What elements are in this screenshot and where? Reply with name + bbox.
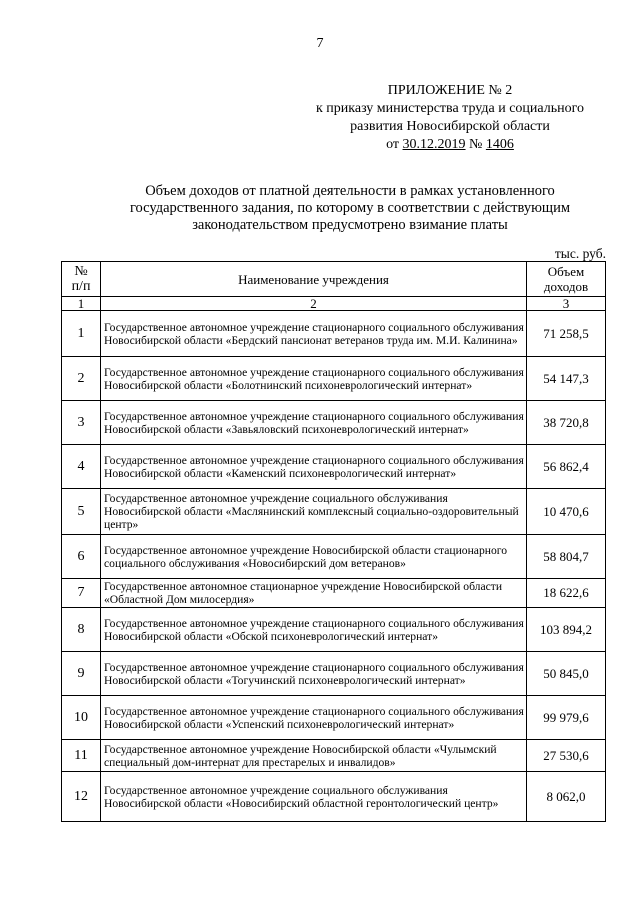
income-value: 54 147,3 (527, 357, 606, 401)
row-number: 4 (62, 445, 101, 489)
institution-name: Государственное автономное учреждение социального обслуживания Новосибирской области «Новосибирский областной геронтологический центр» (101, 772, 527, 822)
order-number: 1406 (485, 137, 514, 152)
table-header-row (62, 262, 606, 297)
order-date: 30.12.2019 (402, 137, 466, 152)
appendix-ministry-line: развития Новосибирской области (350, 119, 550, 134)
institution-name: Государственное автономное учреждение стационарного социального обслуживания Новосибирской области «Завьяловский психоневрологический интернат» (101, 401, 527, 445)
document-title-line3: законодательством предусмотрено взимание платы (192, 217, 508, 233)
table-row (62, 740, 606, 772)
header-income-line1: Объем (547, 264, 585, 279)
institution-name: Государственное автономное стационарное учреждение Новосибирской области «Областной Дом милосердия» (101, 579, 527, 608)
table-row (62, 489, 606, 535)
table-row (62, 772, 606, 822)
appendix-title: ПРИЛОЖЕНИЕ № 2 (387, 83, 513, 98)
row-number: 9 (62, 652, 101, 696)
institution-name: Государственное автономное учреждение стационарного социального обслуживания Новосибирской области «Бердский пансионат ветеранов труда им. М.И. Калинина» (101, 311, 527, 357)
row-number: 8 (62, 608, 101, 652)
institution-name: Государственное автономное учреждение Новосибирской области стационарного социального обслуживания «Новосибирский дом ветеранов» (101, 535, 527, 579)
header-name: Наименование учреждения (101, 262, 527, 297)
table-row (62, 445, 606, 489)
institution-name: Государственное автономное учреждение Новосибирской области «Чулымский специальный дом-интернат для престарелых и инвалидов» (101, 740, 527, 772)
table-row (62, 608, 606, 652)
appendix-date-line (300, 136, 600, 154)
table-row (62, 311, 606, 357)
institution-name: Государственное автономное учреждение стационарного социального обслуживания Новосибирской области «Каменский психоневрологический интернат» (101, 445, 527, 489)
institution-name: Государственное автономное учреждение стационарного социального обслуживания Новосибирской области «Тогучинский психоневрологический интернат» (101, 652, 527, 696)
income-value: 8 062,0 (527, 772, 606, 822)
table-row (62, 401, 606, 445)
institution-name: Государственное автономное учреждение стационарного социального обслуживания Новосибирской области «Успенский психоневрологический интернат» (101, 696, 527, 740)
row-number: 6 (62, 535, 101, 579)
document-title-line2: государственного задания, по которому в соответствии с действующим (129, 200, 571, 216)
income-value: 71 258,5 (527, 311, 606, 357)
table-row (62, 696, 606, 740)
header-number-line2: п/п (71, 279, 91, 294)
page-number: 7 (316, 36, 324, 51)
institution-name: Государственное автономное учреждение социального обслуживания Новосибирской области «Маслянинский комплексный социально-оздоровительный центр» (101, 489, 527, 535)
table-row (62, 535, 606, 579)
income-value: 56 862,4 (527, 445, 606, 489)
header-income (527, 262, 606, 297)
row-number: 12 (62, 772, 101, 822)
row-number: 7 (62, 579, 101, 608)
income-value: 50 845,0 (527, 652, 606, 696)
header-number-line1: № (74, 264, 88, 279)
income-value: 10 470,6 (527, 489, 606, 535)
header-number (62, 262, 101, 297)
income-table (61, 261, 606, 822)
income-value: 103 894,2 (527, 608, 606, 652)
row-number: 2 (62, 357, 101, 401)
column-index-row (62, 297, 606, 311)
document-title-line1: Объем доходов от платной деятельности в рамках установленного (145, 183, 555, 199)
date-prefix: от (386, 137, 403, 152)
column-index-3: 3 (527, 297, 606, 311)
appendix-order-line: к приказу министерства труда и социального (315, 101, 585, 116)
document-title (60, 183, 640, 234)
row-number: 11 (62, 740, 101, 772)
number-prefix: № (465, 137, 486, 152)
income-value: 18 622,6 (527, 579, 606, 608)
institution-name: Государственное автономное учреждение стационарного социального обслуживания Новосибирской области «Болотнинский психоневрологический интернат» (101, 357, 527, 401)
header-income-line2: доходов (543, 279, 589, 294)
table-row (62, 652, 606, 696)
unit-label: тыс. руб. (554, 246, 606, 261)
income-value: 99 979,6 (527, 696, 606, 740)
income-value: 27 530,6 (527, 740, 606, 772)
row-number: 10 (62, 696, 101, 740)
row-number: 1 (62, 311, 101, 357)
column-index-2: 2 (101, 297, 527, 311)
table-row (62, 579, 606, 608)
appendix-block (300, 82, 600, 154)
institution-name: Государственное автономное учреждение стационарного социального обслуживания Новосибирской области «Обской психоневрологический интернат» (101, 608, 527, 652)
row-number: 3 (62, 401, 101, 445)
income-value: 38 720,8 (527, 401, 606, 445)
table-row (62, 357, 606, 401)
income-value: 58 804,7 (527, 535, 606, 579)
row-number: 5 (62, 489, 101, 535)
column-index-1: 1 (62, 297, 101, 311)
